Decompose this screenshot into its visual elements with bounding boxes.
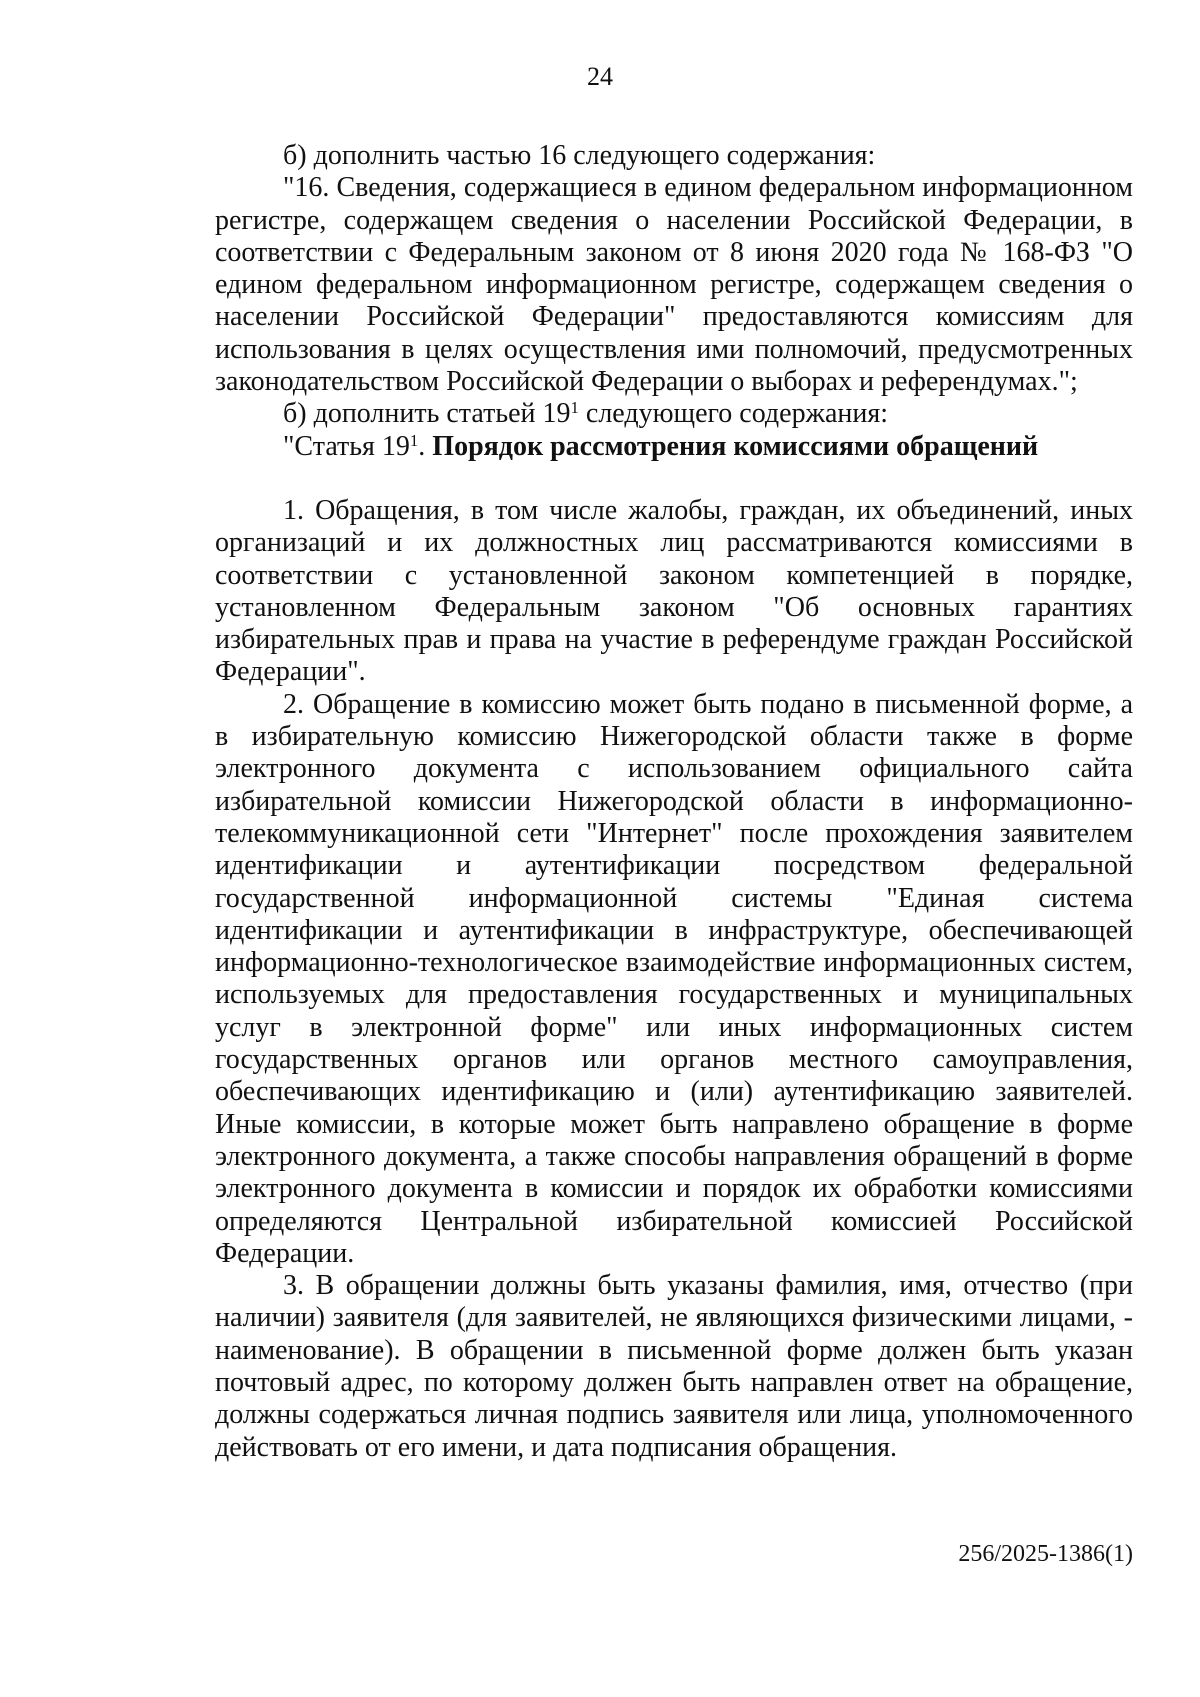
article-prefix: "Статья 19 (283, 430, 410, 462)
paragraph-b-part16: б) дополнить частью 16 следующего содержания: (283, 140, 876, 171)
page-number: 24 (587, 62, 613, 91)
paragraph-b-article19-1 (215, 398, 1133, 430)
article-item-1: 1. Обращения, в том числе жалобы, граждан, их объединений, иных организаций и их должностных лиц рассматриваются комиссиями в соответствии с установленной законом компетенцией в порядке, установленном Федеральным законом "Об основных гарантиях избирательных прав и права на участие в референдуме граждан Российской Федерации". (215, 494, 1133, 688)
article-dot: . (418, 430, 426, 462)
article-item-2: 2. Обращение в комиссию может быть подано в письменной форме, а в избирательную комиссию Нижегородской области также в форме электронного документа с использованием официального сайта избирательной комиссии Нижегородской области в информационно-телекоммуникационной сети "Интернет" после прохождения заявителем идентификации и аутентификации посредством федеральной государственной информационной системы "Единая система идентификации и аутентификации в инфраструктуре, обеспечивающей информационно-технологическое взаимодействие информационных систем, используемых для предоставления государственных и муниципальных услуг в электронной форме" или иных информационных систем государственных органов или органов местного самоуправления, обеспечивающих идентификацию и (или) аутентификацию заявителей. Иные комиссии, в которые может быть направлено обращение в форме электронного документа, а также способы направления обращений в форме электронного документа в комиссии и порядок их обработки комиссиями определяются Центральной избирательной комиссией Российской Федерации. (215, 688, 1133, 1269)
article-title: Порядок рассмотрения комиссиями обращений (432, 430, 1039, 462)
superscript: 1 (570, 398, 579, 418)
document-registration-number: 256/2025-1386(1) (958, 1541, 1133, 1567)
paragraph-b-article-text-end: следующего содержания: (578, 398, 888, 430)
paragraph-b-article-text: б) дополнить статьей 19 (283, 398, 571, 430)
article-item-3: 3. В обращении должны быть указаны фамилия, имя, отчество (при наличии) заявителя (для заявителей, не являющихся физическими лицами, - наименование). В обращении в письменной форме должен быть указан почтовый адрес, по которому должен быть направлен ответ на обращение, должны содержаться личная подпись заявителя или лица, уполномоченного действовать от его имени, и дата подписания обращения. (215, 1270, 1133, 1463)
paragraph-part16-text: "16. Сведения, содержащиеся в едином федеральном информационном регистре, содержащем сведения о населении Российской Федерации, в соответствии с Федеральным законом от 8 июня 2020 года № 168-ФЗ "О едином федеральном информационном регистре, содержащем сведения о населении Российской Федерации" предоставляются комиссиям для использования в целях осуществления ими полномочий, предусмотренных законодательством Российской Федерации о выборах и референдумах."; (215, 172, 1133, 398)
article-superscript: 1 (409, 430, 419, 450)
article-heading (215, 431, 1133, 463)
document-body (215, 140, 1133, 1464)
